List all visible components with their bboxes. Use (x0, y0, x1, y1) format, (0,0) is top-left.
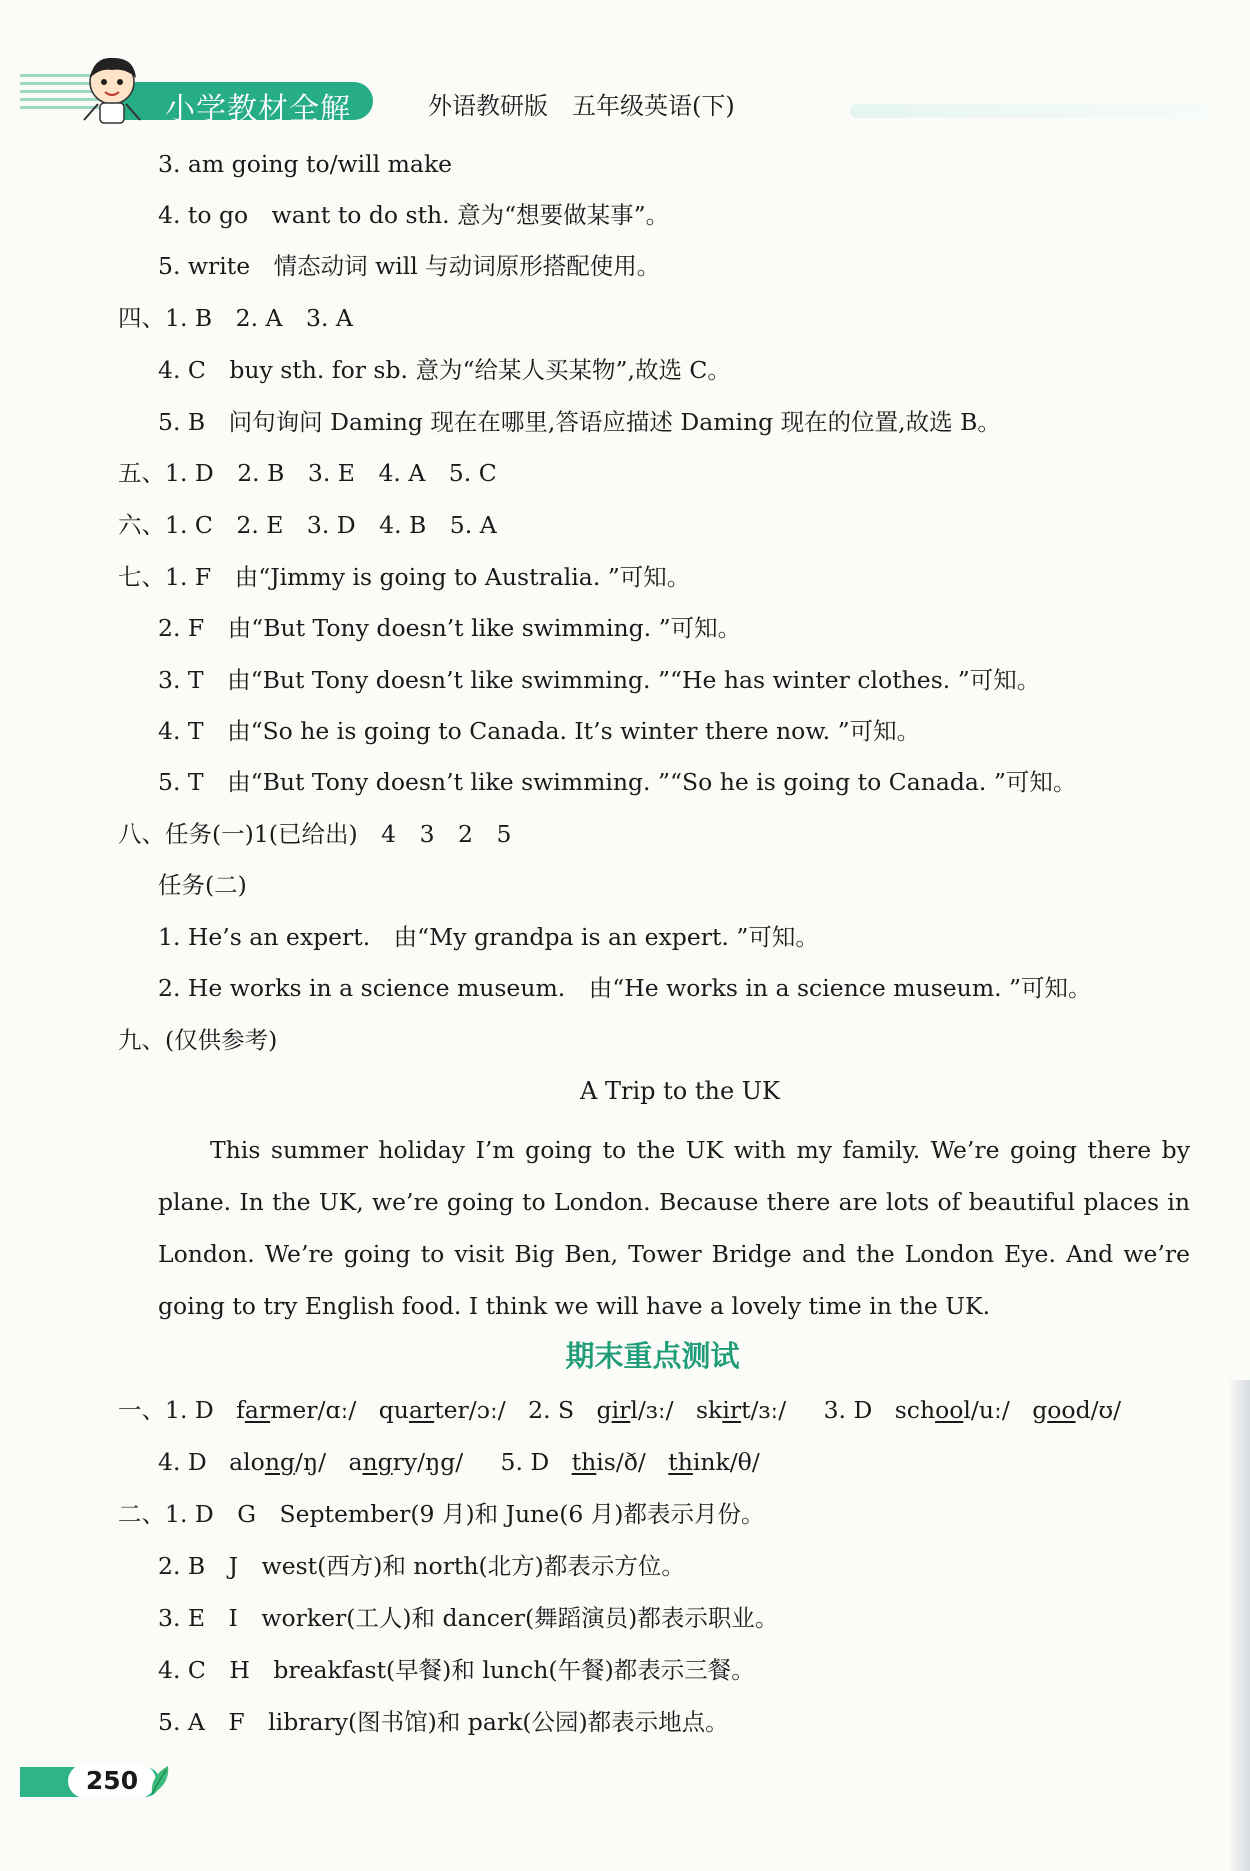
answer-line: 2. He works in a science museum. 由“He works in a science museum. ”可知。 (158, 974, 1092, 1002)
phonics-word: girl/ɜː/ (596, 1396, 674, 1424)
answer-line: 八、任务(一)1(已给出) 4 3 2 5 (118, 820, 512, 848)
phonics-word: skirt/ɜː/ (696, 1396, 787, 1424)
answer-line: 4. C buy sth. for sb. 意为“给某人买某物”,故选 C。 (158, 356, 731, 384)
answer-line: 七、1. F 由“Jimmy is going to Australia. ”可知。 (118, 563, 691, 591)
answer-line: 3. T 由“But Tony doesn’t like swimming. ”“He has winter clothes. ”可知。 (158, 666, 1041, 694)
header-subtitle: 外语教研版 五年级英语(下) (428, 92, 735, 120)
phonics-row (118, 1395, 1121, 1425)
answer-line: 1. He’s an expert. 由“My grandpa is an expert. ”可知。 (158, 923, 819, 951)
phonics-word: good/ʊ/ (1032, 1396, 1122, 1424)
item-label: 4. D (158, 1448, 207, 1476)
phonics-word: angry/ŋg/ (348, 1448, 464, 1476)
answer-line: 5. B 问句询问 Daming 现在在哪里,答语应描述 Daming 现在的位置,故选 B。 (158, 408, 1001, 436)
boy-mascot-icon (64, 48, 160, 128)
answer-line: 4. to go want to do sth. 意为“想要做某事”。 (158, 201, 670, 229)
answer-line: 六、1. C 2. E 3. D 4. B 5. A (118, 511, 497, 539)
header-brand: 小学教材全解 (165, 92, 351, 127)
phonics-word: quarter/ɔː/ (378, 1396, 506, 1424)
answer-line: 2. B J west(西方)和 north(北方)都表示方位。 (158, 1552, 685, 1580)
phonics-word: this/ð/ (571, 1448, 646, 1476)
answer-line: 五、1. D 2. B 3. E 4. A 5. C (118, 459, 497, 487)
page-edge-shadow (1228, 1380, 1250, 1871)
answer-line: 3. E I worker(工人)和 dancer(舞蹈演员)都表示职业。 (158, 1604, 779, 1632)
header-decor-line (850, 104, 1210, 118)
answer-line: 5. write 情态动词 will 与动词原形搭配使用。 (158, 252, 661, 280)
answer-line: 2. F 由“But Tony doesn’t like swimming. ”可知。 (158, 614, 742, 642)
answer-line: 四、1. B 2. A 3. A (118, 304, 353, 332)
essay-paragraph: This summer holiday I’m going to the UK with my family. We’re going there by plane. In the UK, we’re going to London. Because there are lots of beautiful places in London. We’re going to visit Big Ben, Tower Bridge and the London Eye. And we’re going to try English food. I think we will have a lovely time in the UK. (158, 1136, 1190, 1320)
item-label: 3. D (823, 1396, 873, 1424)
phonics-row (158, 1447, 760, 1477)
answer-line: 九、(仅供参考) (118, 1026, 278, 1054)
page-number: 250 (68, 1764, 156, 1798)
phonics-word: school/uː/ (894, 1396, 1010, 1424)
page-header (20, 48, 1230, 128)
answer-line: 4. T 由“So he is going to Canada. It’s winter there now. ”可知。 (158, 717, 921, 745)
answer-line: 任务(二) (158, 871, 247, 899)
answer-line: 5. A F library(图书馆)和 park(公园)都表示地点。 (158, 1708, 729, 1736)
item-label: 5. D (500, 1448, 550, 1476)
item-label: 一、1. D (118, 1396, 214, 1424)
answer-line: 4. C H breakfast(早餐)和 lunch(午餐)都表示三餐。 (158, 1656, 755, 1684)
section-title: 期末重点测试 (565, 1339, 740, 1373)
answer-line: 5. T 由“But Tony doesn’t like swimming. ”“So he is going to Canada. ”可知。 (158, 768, 1077, 796)
answer-line: 二、1. D G September(9 月)和 June(6 月)都表示月份。 (118, 1500, 765, 1528)
item-label: 2. S (528, 1396, 575, 1424)
phonics-word: along/ŋ/ (229, 1448, 327, 1476)
leaf-icon (148, 1764, 172, 1796)
answer-line: 3. am going to/will make (158, 150, 453, 178)
phonics-word: farmer/ɑː/ (236, 1396, 357, 1424)
essay-title: A Trip to the UK (580, 1077, 780, 1105)
phonics-word: think/θ/ (668, 1448, 760, 1476)
